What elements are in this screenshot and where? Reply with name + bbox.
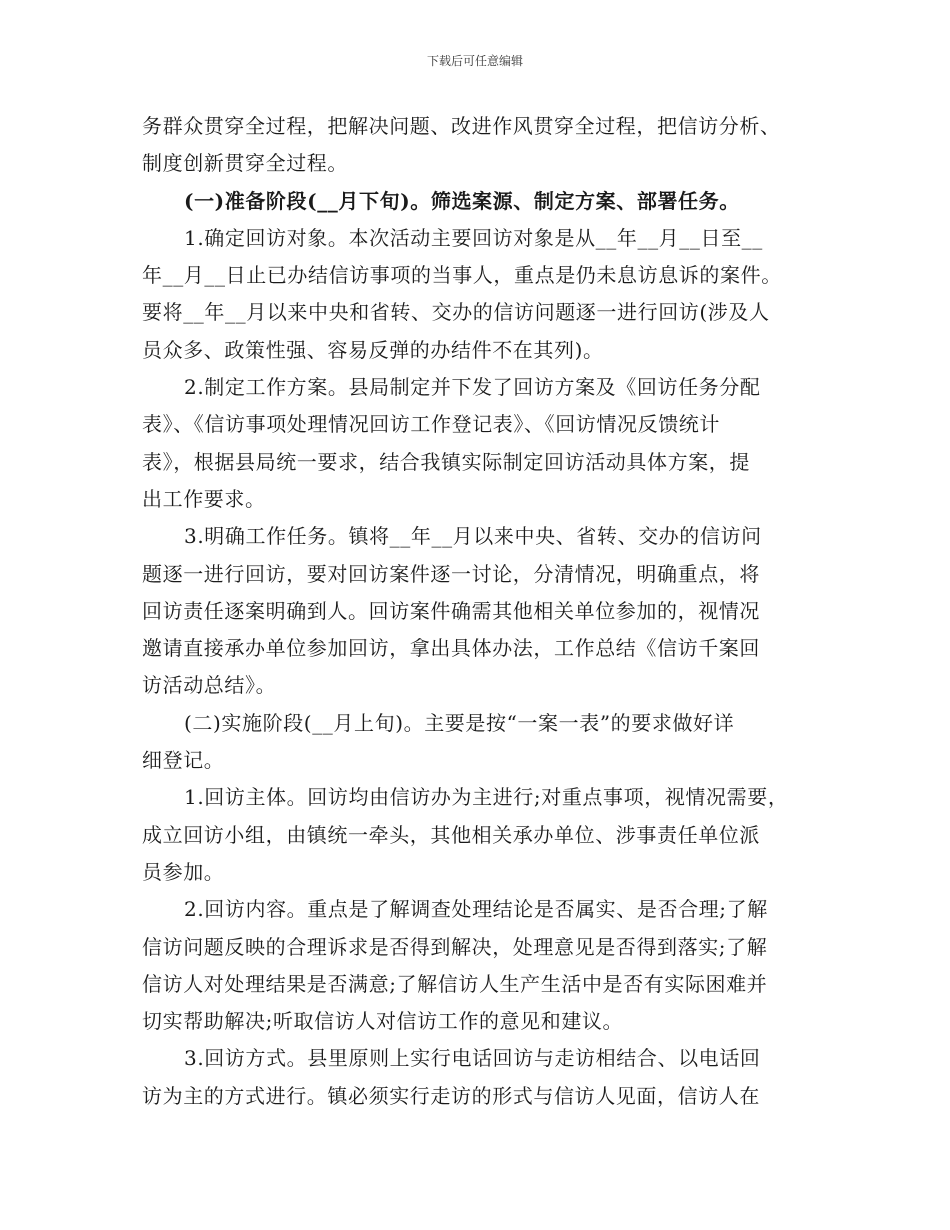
text-line: 表》、《信访事项处理情况回访工作登记表》、《回访情况反馈统计 bbox=[142, 412, 720, 437]
text-line: 员参加。 bbox=[142, 859, 225, 884]
text-line: 题逐一进行回访，要对回访案件逐一讨论，分清情况，明确重点，将 bbox=[142, 561, 760, 586]
text-line: 信访问题反映的合理诉求是否得到解决，处理意见是否得到落实;了解 bbox=[142, 934, 768, 959]
text-line: 员众多、政策性强、容易反弹的办结件不在其列)。 bbox=[142, 337, 604, 362]
text-line: 制度创新贯穿全过程。 bbox=[142, 151, 348, 176]
text-line: 访为主的方式进行。镇必须实行走访的形式与信访人见面，信访人在 bbox=[142, 1083, 760, 1108]
text-line: 2.回访内容。重点是了解调查处理结论是否属实、是否合理;了解 bbox=[184, 897, 768, 922]
text-line: 1.确定回访对象。本次活动主要回访对象是从__年__月__日至__ bbox=[184, 225, 763, 250]
text-line: 3.明确工作任务。镇将__年__月以来中央、省转、交办的信访问 bbox=[184, 524, 762, 549]
text-line: 要将__年__月以来中央和省转、交办的信访问题逐一进行回访(涉及人 bbox=[142, 300, 770, 325]
text-line: 回访责任逐案明确到人。回访案件确需其他相关单位参加的，视情况 bbox=[142, 598, 760, 623]
document-body bbox=[142, 108, 814, 1115]
paragraph-work-plan bbox=[142, 369, 814, 518]
text-line: 表》，根据县局统一要求，结合我镇实际制定回访活动具体方案，提 bbox=[142, 449, 750, 474]
section-heading-implementation bbox=[142, 705, 814, 780]
text-line: (一)准备阶段(__月下旬)。筛选案源、制定方案、部署任务。 bbox=[184, 188, 740, 213]
text-line: 邀请直接承办单位参加回访，拿出具体办法，工作总结《信访千案回 bbox=[142, 636, 760, 661]
text-line: 出工作要求。 bbox=[142, 486, 266, 511]
text-line: 3.回访方式。县里原则上实行电话回访与走访相结合、以电话回 bbox=[184, 1046, 761, 1071]
text-line: 成立回访小组，由镇统一牵头，其他相关承办单位、涉事责任单位派 bbox=[142, 822, 760, 847]
paragraph-visit-method bbox=[142, 1040, 814, 1115]
paragraph-visit-subject bbox=[142, 779, 814, 891]
text-line: 信访人对处理结果是否满意;了解信访人生产生活中是否有实际困难并 bbox=[142, 971, 768, 996]
text-line: 年__月__日止已办结信访事项的当事人，重点是仍未息访息诉的案件。 bbox=[142, 263, 782, 288]
paragraph-determine-targets bbox=[142, 220, 814, 369]
text-line: 1.回访主体。回访均由信访办为主进行;对重点事项，视情况需要， bbox=[184, 785, 789, 810]
text-line: (二)实施阶段(__月上旬)。主要是按“一案一表”的要求做好详 bbox=[184, 710, 735, 735]
text-line: 切实帮助解决;听取信访人对信访工作的意见和建议。 bbox=[142, 1009, 624, 1034]
text-line: 细登记。 bbox=[142, 748, 225, 773]
section-heading-preparation bbox=[142, 183, 814, 220]
paragraph-continuation bbox=[142, 108, 814, 183]
paragraph-visit-content bbox=[142, 891, 814, 1040]
paragraph-work-tasks bbox=[142, 518, 814, 704]
page-header: 下载后可任意编辑 bbox=[426, 54, 523, 68]
text-line: 2.制定工作方案。县局制定并下发了回访方案及《回访任务分配 bbox=[184, 375, 761, 400]
text-line: 访活动总结》。 bbox=[142, 673, 277, 698]
text-line: 务群众贯穿全过程，把解决问题、改进作风贯穿全过程，把信访分析、 bbox=[142, 114, 781, 138]
